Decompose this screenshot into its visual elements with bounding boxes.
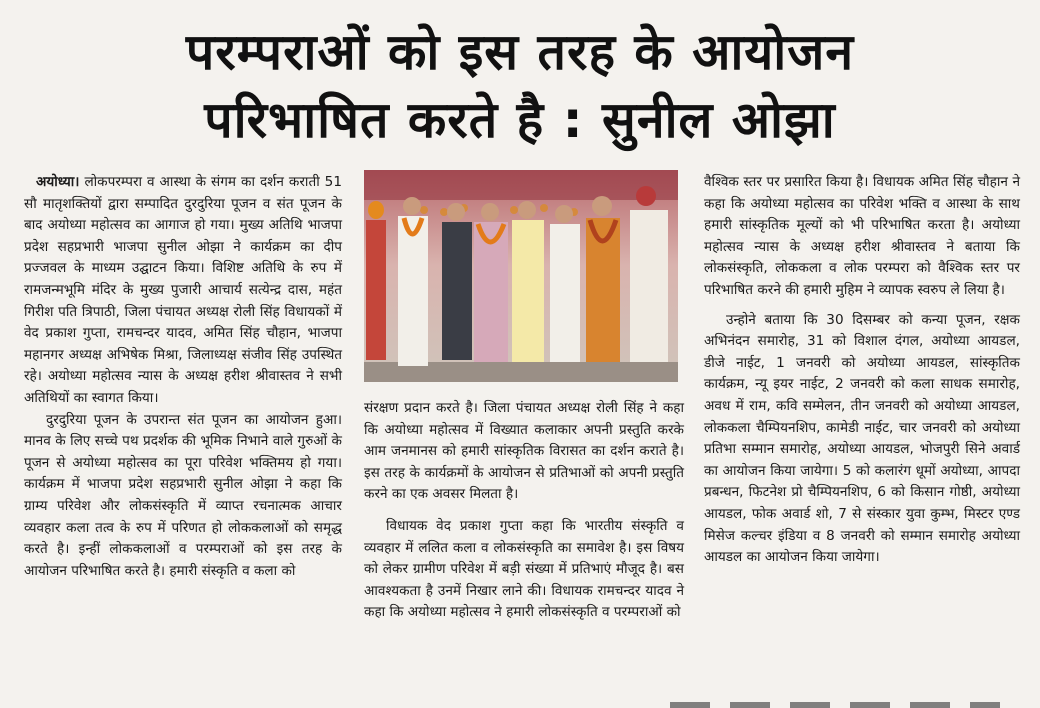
headline-line-2: परिभाषित करते है : सुनील ओझा [204, 91, 836, 149]
next-article-edge [670, 702, 1000, 708]
paragraph: उन्होने बताया कि 30 दिसम्बर को कन्या पूजन, रक्षक अभिनंदन समारोह, 31 को विशाल दंगल, अयोध्या आयडल, डीजे नाईट, 1 जनवरी को अयोध्या आयडल, सांस्कृतिक कार्यक्रम, न्यू इयर नाईट, 2 जनवरी को कला साधक समारोह, अवध में राम, कवि सम्मेलन, तीन जनवरी को अयोध्या आयडल, लोककला चैम्पियनशिप, कामेडी नाईट, चार जनवरी को अयोध्या प्रतिभा सम्मान समारोह, अयोध्या आयडल, भोजपुरी सिने अवार्ड का आयोजन किया जायेगा। 5 को कलारंग धूमों अयोध्या, आपदा प्रबन्धन, फिटनेश प्रो चैम्पियनशिप, 6 को किसान गोष्ठी, अयोध्या आयडल, फोक अवार्ड शो, 7 से संस्कार युवा कुम्भ, मिस्टर एण्ड मिसेज कल्चर इंडिया व 8 जनवरी को सम्मान समारोह अयोध्या आयडल का आयोजन किया जायेगा। [704, 311, 1020, 566]
headline-line-1: परम्पराओं को इस तरह के आयोजन [185, 23, 855, 81]
article-column-3 [704, 172, 1020, 569]
paragraph: वैश्विक स्तर पर प्रसारित किया है। विधायक अमित सिंह चौहान ने कहा कि अयोध्या महोत्सव का परिवेश भक्ति व आस्था के साथ हमारी सांस्कृतिक मूल्यों को भी परिभाषित करता है। अयोध्या महोत्सव न्यास के अध्यक्ष हरीश श्रीवास्तव ने बताया कि लोकसंस्कृति, लोककला व लोक परम्परा को वैश्विक स्तर पर परिभाषित करने की हमारी मुहिम ने व्यापक स्वरुप ले लिया है। [704, 174, 1020, 298]
event-photo [364, 170, 678, 382]
article-column-1 [24, 172, 342, 582]
article-column-2 [364, 398, 684, 624]
paragraph [24, 172, 342, 410]
dateline: अयोध्या। [36, 174, 80, 190]
event-photo-illustration [364, 170, 678, 382]
paragraph-text: लोकपरम्परा व आस्था के संगम का दर्शन कराती 51 सौ मातृशक्तियों द्वारा सम्पादित दुरदुरिया पूजन व संत पूजन के बाद अयोध्या महोत्सव का आगाज हो गया। मुख्य अतिथि भाजपा प्रदेश सहप्रभारी भाजपा सुनील ओझा ने कार्यक्रम का दीप प्रज्जवल के माध्यम उद्घाटन किया। विशिष्ट अतिथि के रुप में रामजन्मभूमि मंदिर के मुख्य पुजारी आचार्य सत्येन्द्र दास, महंत गिरीश पति त्रिपाठी, जिला पंचायत अध्यक्ष रोली सिंह विधायकों में वेद प्रकाश गुप्ता, रामचन्दर यादव, अमित सिंह चौहान, भाजपा महानगर अध्यक्ष अभिषेक मिश्रा, जिलाध्यक्ष संजीव सिंह उपस्थित रहे। अयोध्या महोत्सव न्यास के अध्यक्ष हरीश श्रीवास्तव ने सभी अतिथियों का स्वागत किया। [24, 174, 342, 406]
paragraph: विधायक वेद प्रकाश गुप्ता कहा कि भारतीय संस्कृति व व्यवहार में ललित कला व लोकसंस्कृति का समावेश है। इस विषय को लेकर ग्रामीण परिवेश में बड़ी संख्या में प्रतिभाएं मौजूद है। बस आवश्यकता है उनमें निखार लाने की। विधायक रामचन्दर यादव ने कहा कि अयोध्या महोत्सव ने हमारी लोकसंस्कृति व परम्पराओं को [364, 517, 684, 621]
paragraph: दुरदुरिया पूजन के उपरान्त संत पूजन का आयोजन हुआ। मानव के लिए सच्चे पथ प्रदर्शक की भूमिक निभाने वाले गुरुओं के पूजन से अयोध्या महोत्सव का पूरा परिवेश भक्तिमय हो गया। कार्यक्रम में भाजपा प्रदेश सहप्रभारी सुनील ओझा ने कहा कि ग्राम्य परिवेश और लोकसंस्कृति में व्याप्त रचनात्मक आचार व्यवहार कला तत्व के रुप में परिणत हो लोककलाओं को समृद्ध करते है। इन्हीं लोककलाओं व परम्पराओं को इस तरह के आयोजन परिभाषित करते है। हमारी संस्कृति व कला को [24, 411, 342, 579]
headline [0, 18, 1040, 154]
paragraph: संरक्षण प्रदान करते है। जिला पंचायत अध्यक्ष रोली सिंह ने कहा कि अयोध्या महोत्सव में विख्यात कलाकार अपनी प्रस्तुति करके आम जनमानस को हमारी सांस्कृतिक विरासत का दर्शन कराते है। इस तरह के कार्यक्रमों के आयोजन से प्रतिभाओं को अपनी प्रस्तुति करने का एक अवसर मिलता है। [364, 400, 684, 503]
